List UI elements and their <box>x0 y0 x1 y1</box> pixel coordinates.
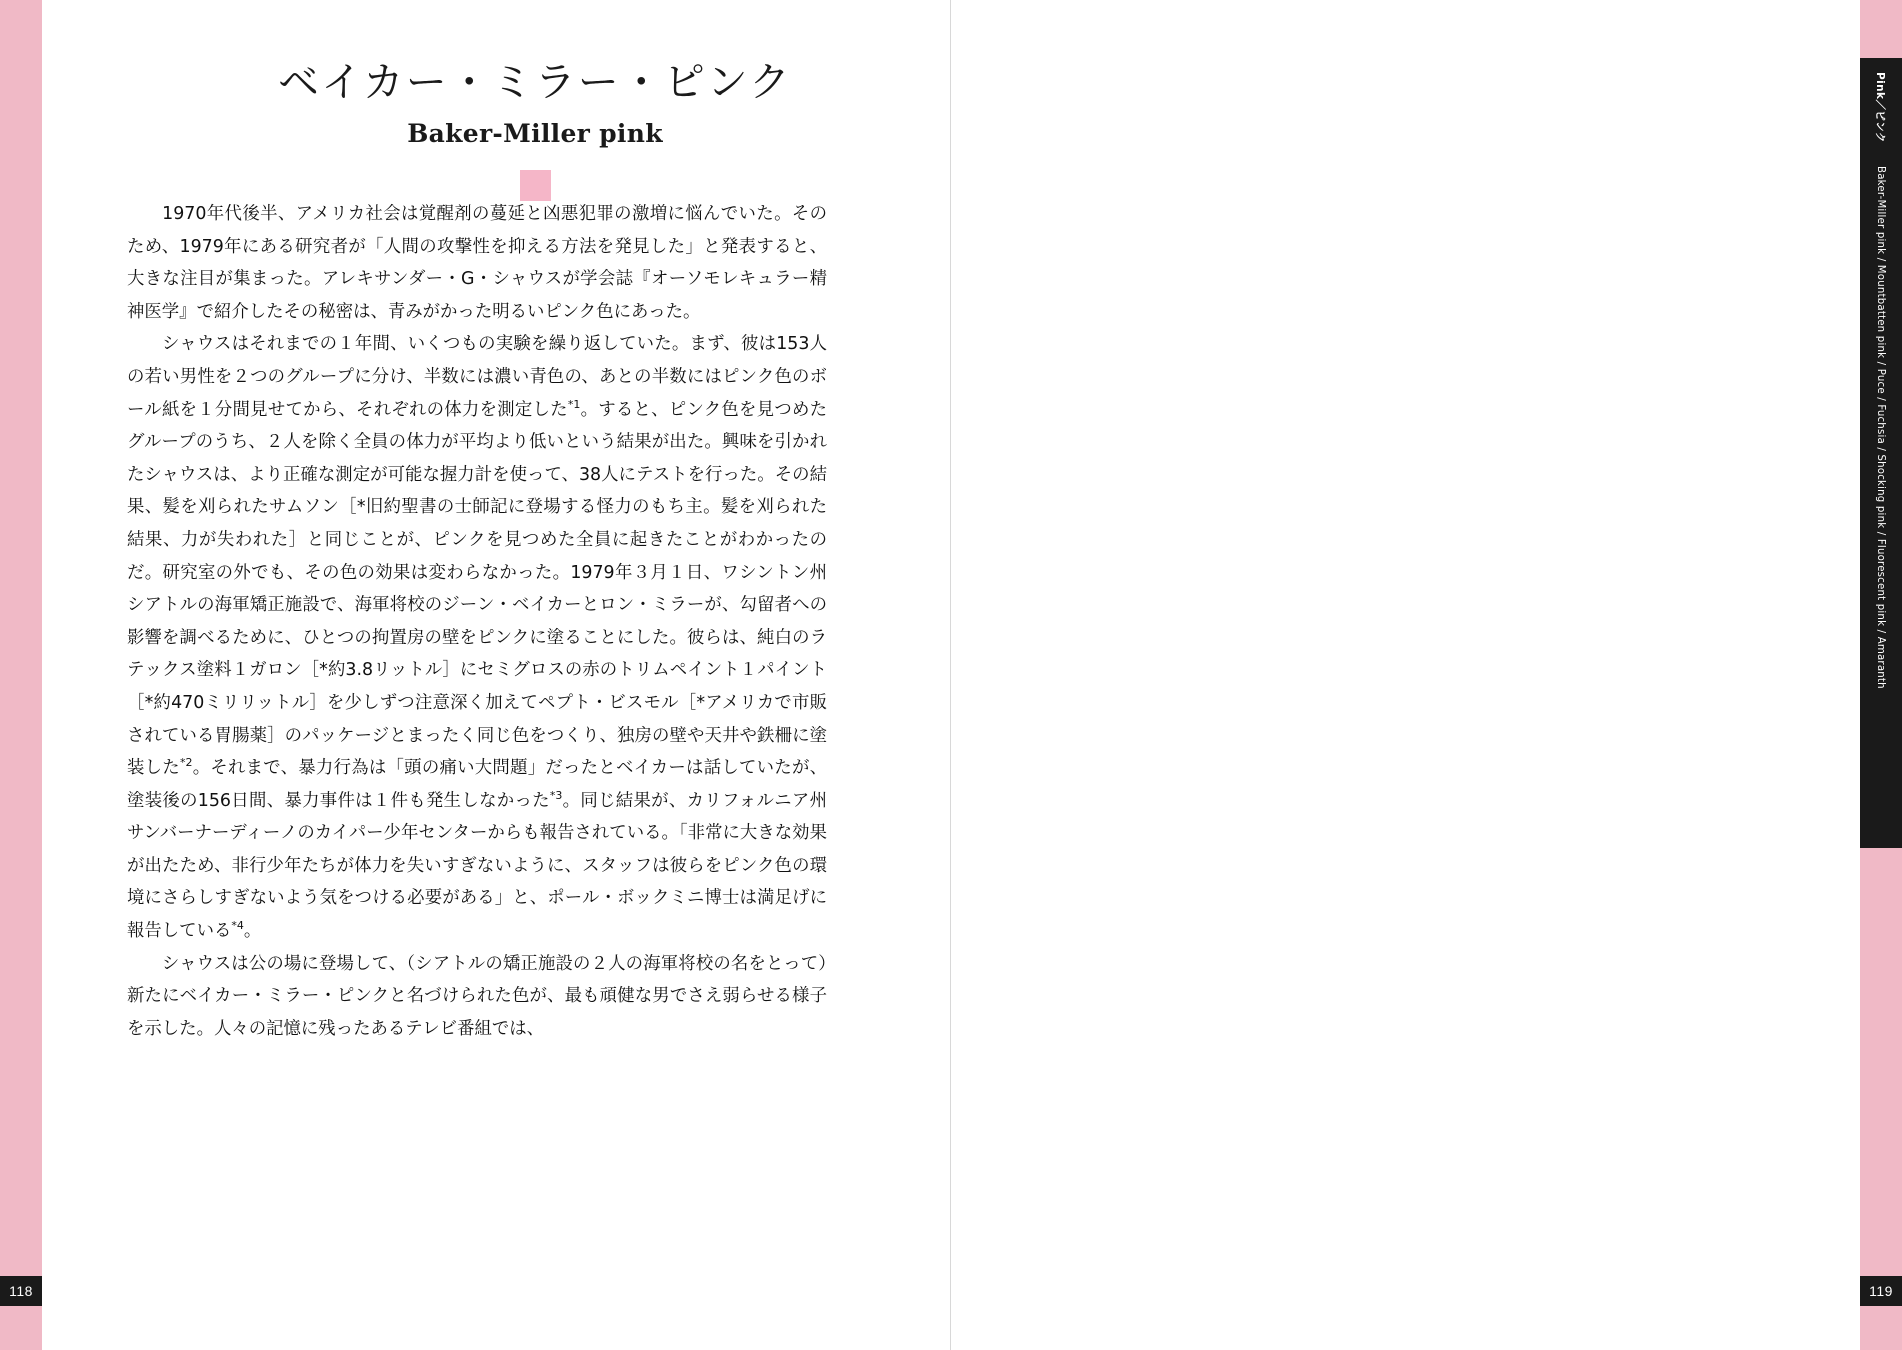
section-tab <box>1860 58 1902 848</box>
paragraph: シャウスはそれまでの１年間、いくつもの実験を繰り返していた。まず、彼は153人の若い男性を２つのグループに分け、半数には濃い青色の、あとの半数にはピンク色のボール紙を１分間見せてから、それぞれの体力を測定した$^{*1}$。すると、ピンク色を見つめたグループのうち、２人を除く全員の体力が平均より低いという結果が出た。興味を引かれたシャウスは、より正確な測定が可能な握力計を使って、38人にテストを行った。その結果、髪を刈られたサムソン［*旧約聖書の士師記に登場する怪力のもち主。髪を刈られた結果、力が失われた］と同じことが、ピンクを見つめた全員に起きたことがわかったのだ。研究室の外でも、その色の効果は変わらなかった。1979年３月１日、ワシントン州シアトルの海軍矯正施設で、海軍将校のジーン・ベイカーとロン・ミラーが、勾留者への影響を調べるために、ひとつの拘置房の壁をピンクに塗ることにした。彼らは、純白のラテックス塗料１ガロン［*約3.8リットル］にセミグロスの赤のトリムペイント１パイント［*約470ミリリットル］を少しずつ注意深く加えてペプト・ビスモル［*アメリカで市販されている胃腸薬］のパッケージとまったく同じ色をつくり、独房の壁や天井や鉄柵に塗装した$^{*2}$。それまで、暴力行為は「頭の痛い大問題」だったとベイカーは話していたが、塗装後の156日間、暴力事件は１件も発生しなかった$^{*3}$。同じ結果が、カリフォルニア州サンバーナーディーノのカイパー少年センターからも報告されている。「非常に大きな効果が出たため、非行少年たちが体力を失いすぎないように、スタッフは彼らをピンク色の環境にさらしすぎないよう気をつける必要がある」と、ポール・ボックミニ博士は満足げに報告している$^{*4}$。 <box>127 334 828 942</box>
page-title-japanese: ベイカー・ミラー・ピンク <box>278 58 792 106</box>
page-title-english: Baker-Miller pink <box>407 119 663 149</box>
paragraph: シャウスは公の場に登場して、（シアトルの矯正施設の２人の海軍将校の名をとって）新たにベイカー・ミラー・ピンクと名づけられた色が、最も頑健な男でさえ弱らせる様子を示した。人々の記憶に残ったあるテレビ番組では、 <box>127 953 827 1039</box>
color-swatch <box>520 170 551 201</box>
section-tab-title: Pink／ピンク <box>1874 72 1886 143</box>
page-right <box>951 0 1902 1350</box>
body-text-left-column <box>127 198 827 1045</box>
page-gutter <box>950 0 951 1350</box>
chapter-title-block <box>235 58 835 201</box>
section-tab-subtitle: Baker-Miller pink / Mountbatten pink / Puce / Fuchsia / Shocking pink / Fluorescent pink / Amaranth <box>1875 166 1886 689</box>
paragraph: 1970年代後半、アメリカ社会は覚醒剤の蔓延と凶悪犯罪の激増に悩んでいた。そのため、1979年にある研究者が「人間の攻撃性を抑える方法を発見した」と発表すると、大きな注目が集まった。アレキサンダー・G・シャウスが学会誌『オーソモレキュラー精神医学』で紹介したその秘密は、青みがかった明るいピンク色にあった。 <box>127 204 827 322</box>
page-number-right: 119 <box>1860 1276 1902 1306</box>
page-edge-band-left <box>0 0 42 1350</box>
page-number-left: 118 <box>0 1276 42 1306</box>
